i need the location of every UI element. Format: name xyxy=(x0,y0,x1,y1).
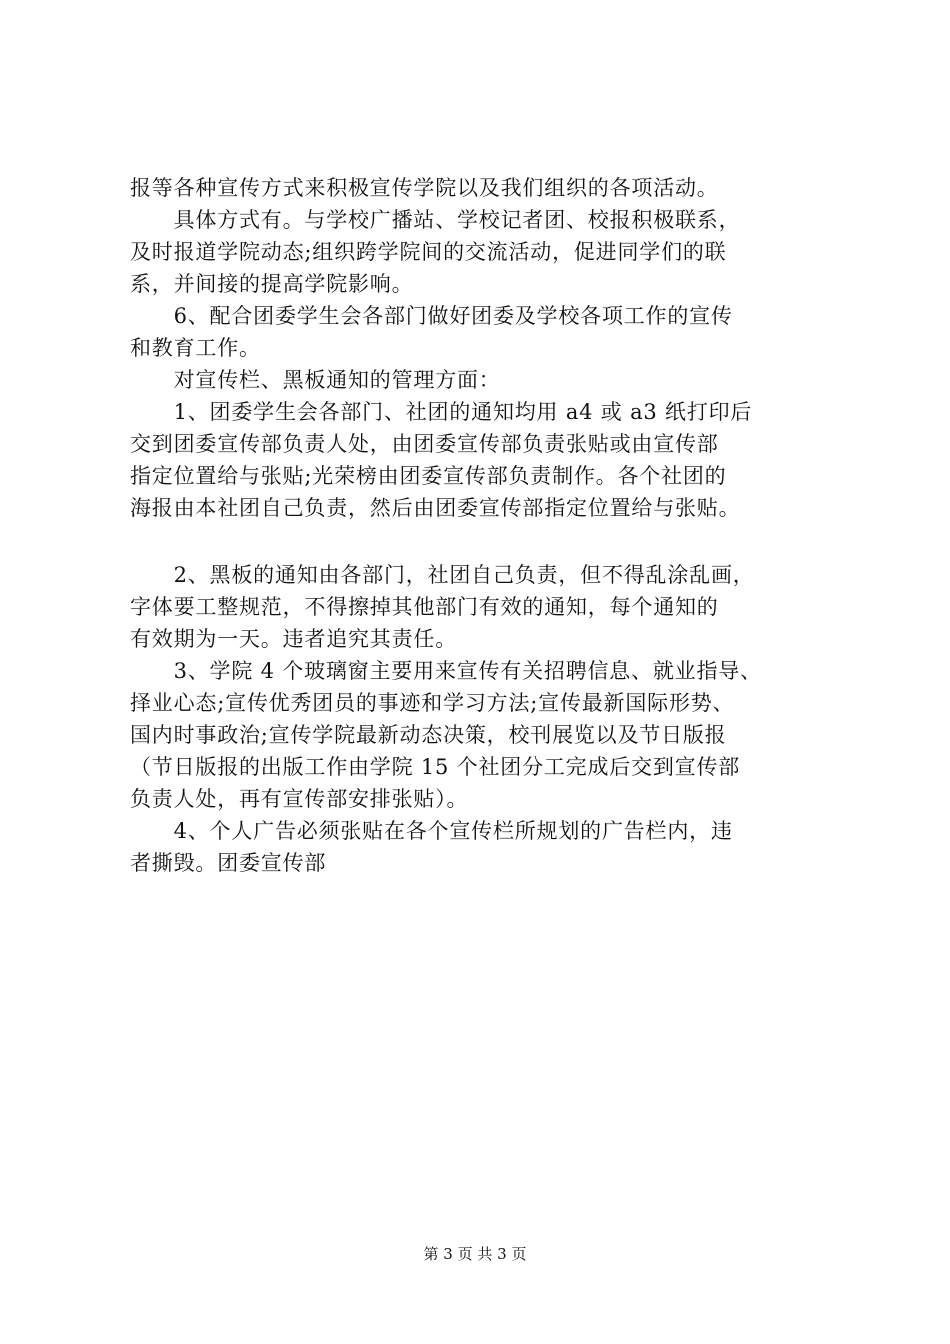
text-line: 择业心态;宣传优秀团员的事迹和学习方法;宣传最新国际形势、 xyxy=(130,691,735,715)
text-line: 海报由本社团自己负责，然后由团委宣传部指定位置给与张贴。 xyxy=(130,496,741,520)
text-line: 4、个人广告必须张贴在各个宣传栏所规划的广告栏内，违 xyxy=(130,819,733,843)
text-line: 具体方式有。与学校广播站、学校记者团、校报积极联系， xyxy=(130,208,741,232)
text-line: 2、黑板的通知由各部门，社团自己负责，但不得乱涂乱画， xyxy=(130,563,755,587)
text-line: 有效期为一天。违者追究其责任。 xyxy=(130,627,457,651)
text-line: 交到团委宣传部负责人处，由团委宣传部负责张贴或由宣传部 xyxy=(130,432,719,456)
text-line: 6、配合团委学生会各部门做好团委及学校各项工作的宣传 xyxy=(130,304,733,328)
text-line: 1、团委学生会各部门、社团的通知均用 a4 或 a3 纸打印后 xyxy=(130,400,753,424)
document-body xyxy=(130,172,835,879)
text-line: （节日版报的出版工作由学院 15 个社团分工完成后交到宣传部 xyxy=(130,755,741,779)
text-line: 字体要工整规范，不得擦掉其他部门有效的通知，每个通知的 xyxy=(130,595,719,619)
text-line: 负责人处，再有宣传部安排张贴）。 xyxy=(130,787,469,811)
text-line: 3、学院 4 个玻璃窗主要用来宣传有关招聘信息、就业指导、 xyxy=(130,659,762,683)
text-line: 对宣传栏、黑板通知的管理方面： xyxy=(130,368,501,392)
text-line: 指定位置给与张贴;光荣榜由团委宣传部负责制作。各个社团的 xyxy=(130,464,727,488)
blank-line xyxy=(130,524,835,559)
text-line: 系，并间接的提高学院影响。 xyxy=(130,272,414,296)
text-line: 和教育工作。 xyxy=(130,336,261,360)
text-line: 者撕毁。团委宣传部 xyxy=(130,851,327,875)
text-line: 国内时事政治;宣传学院最新动态决策，校刊展览以及节日版报 xyxy=(130,723,727,747)
text-line: 报等各种宣传方式来积极宣传学院以及我们组织的各项活动。 xyxy=(130,176,719,200)
page-footer: 第 3 页 共 3 页 xyxy=(423,1245,527,1263)
text-line: 及时报道学院动态;组织跨学院间的交流活动，促进同学们的联 xyxy=(130,240,727,264)
